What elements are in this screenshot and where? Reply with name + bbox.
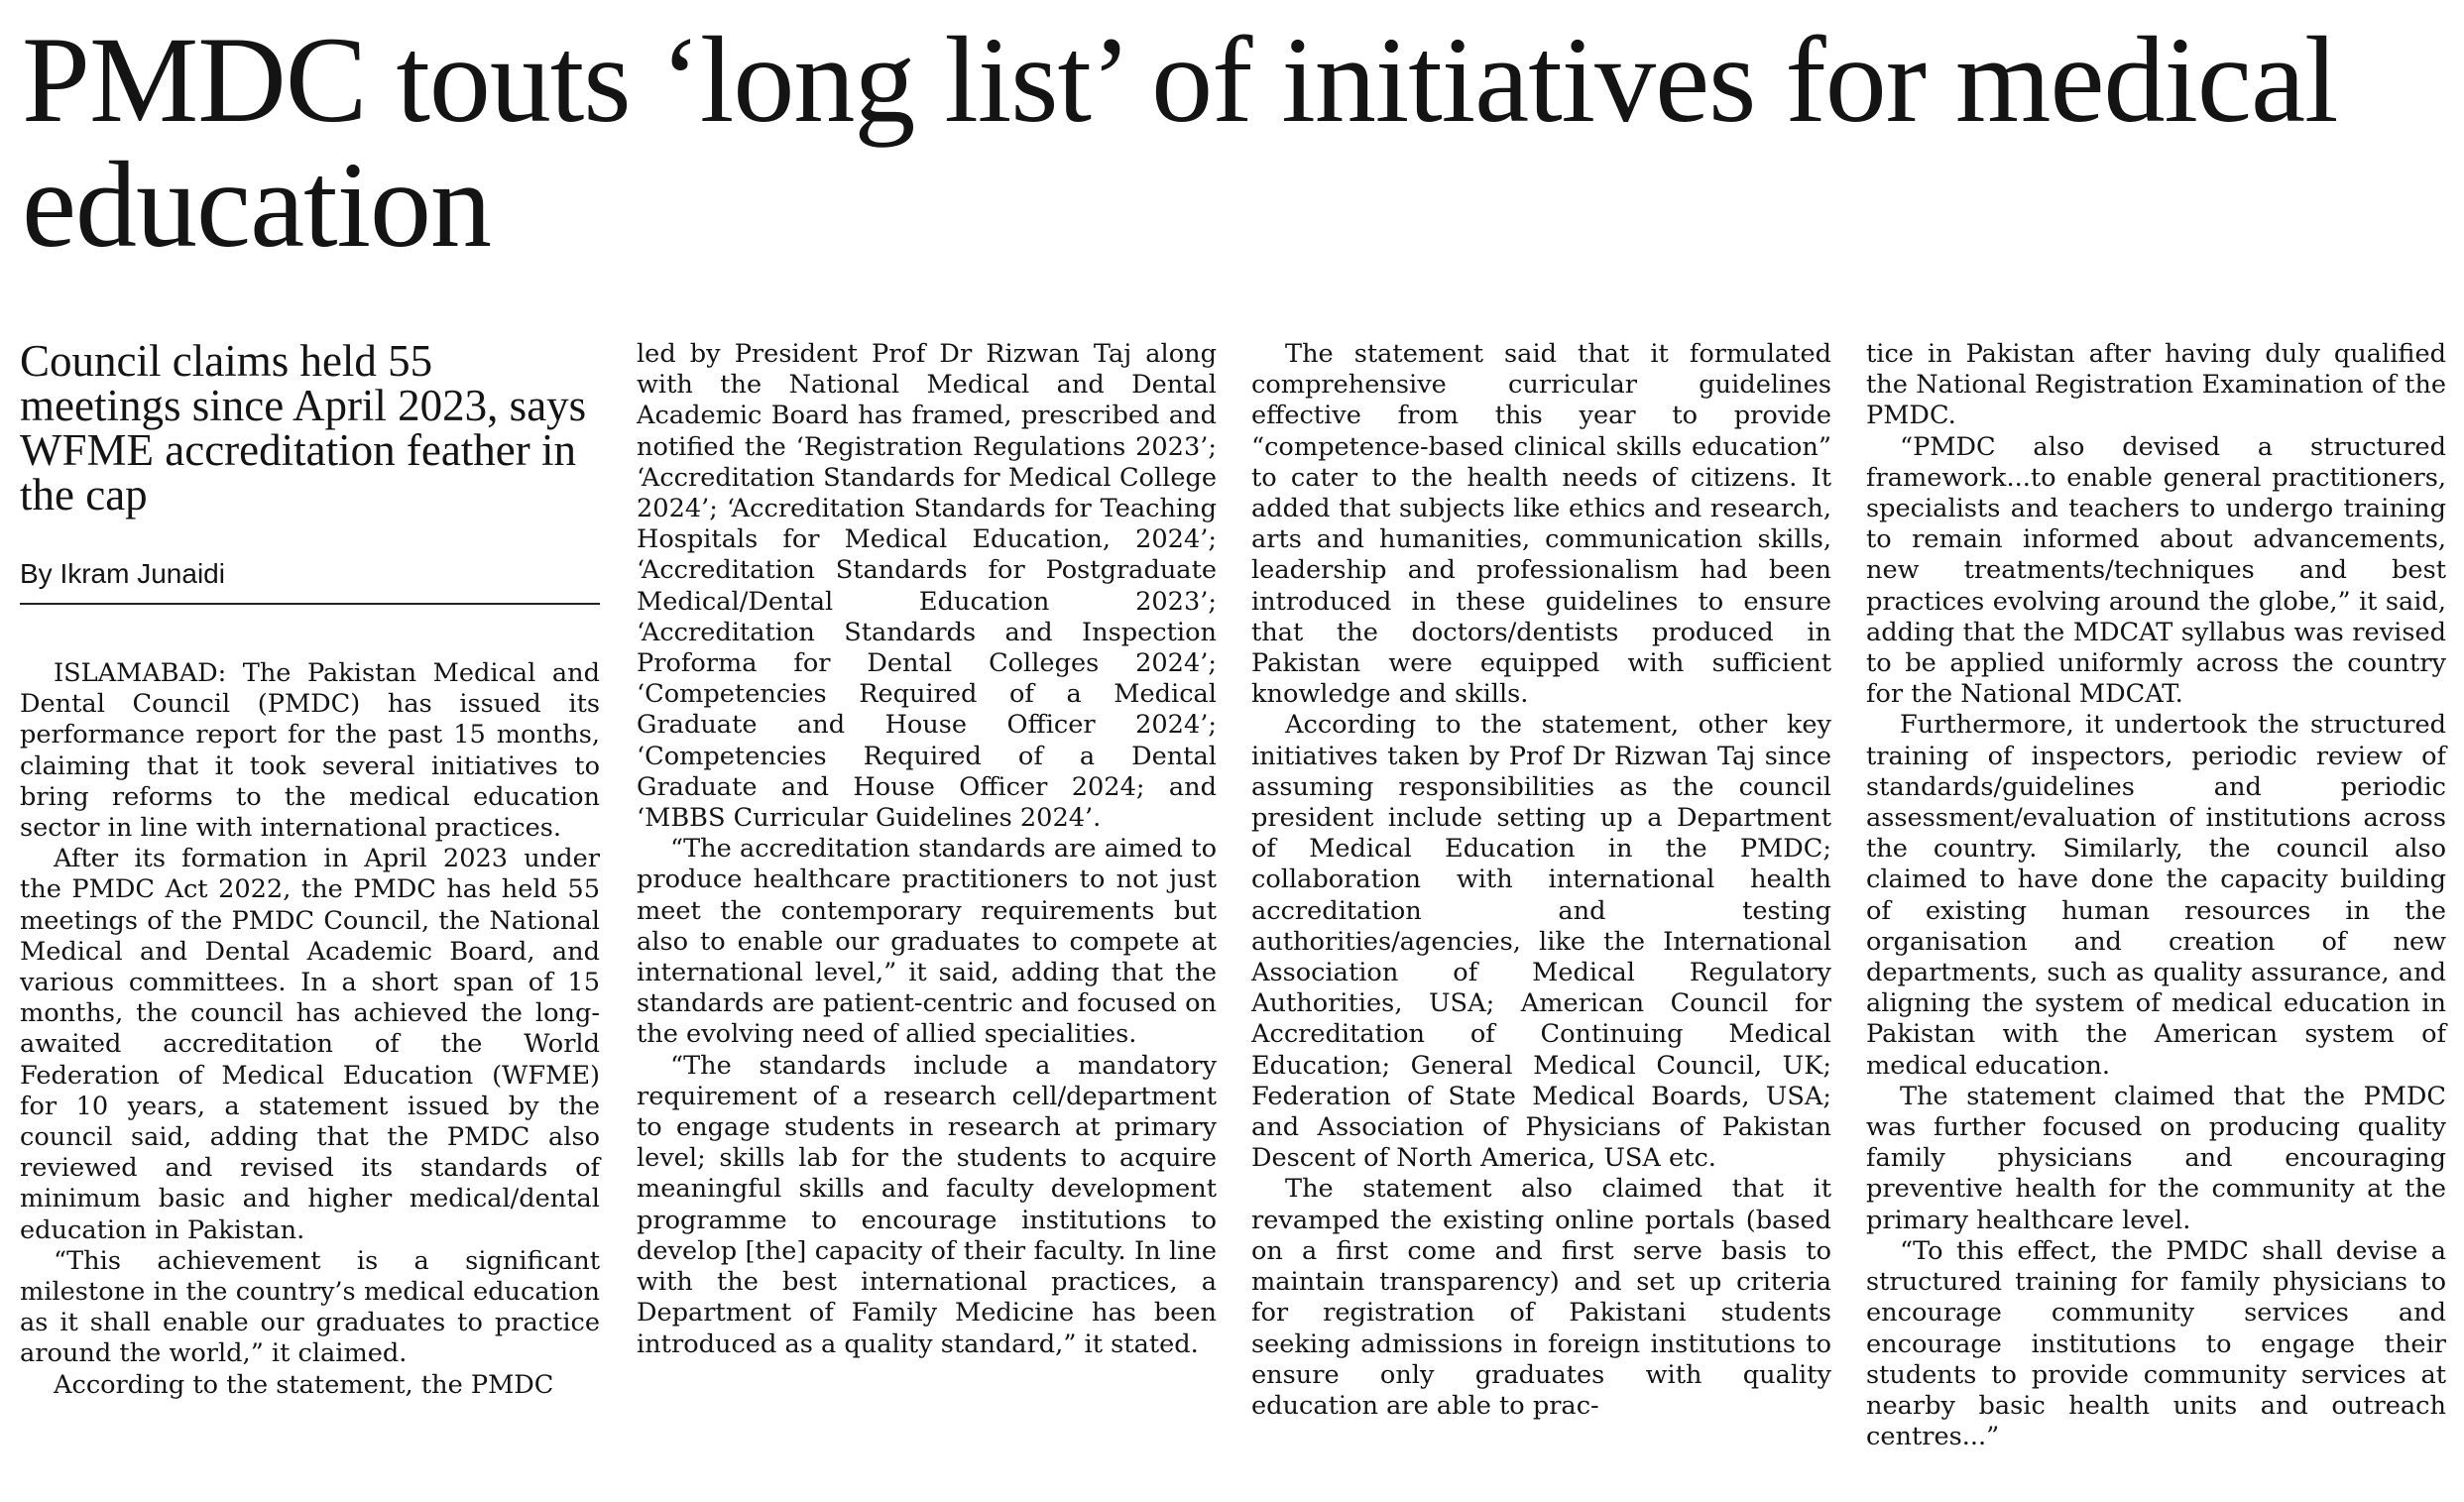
paragraph: According to the statement, other key initiatives taken by Prof Dr Rizwan Taj since assuming responsibilities as the council president include setting up a Department of Medical Education in the PMDC; collaboration with international health accreditation and testing authorities/agencies, like the International Association of Medical Regulatory Authorities, USA; American Council for Accreditation of Continuing Medical Education; General Medical Council, UK; Federation of State Medical Boards, USA; and Association of Physicians of Pakistan Descent of North America, USA etc. <box>1251 710 1831 1174</box>
article-column-4 <box>1866 339 2446 1452</box>
paragraph: The statement also claimed that it revamped the existing online portals (based on a first come and first serve basis to maintain transparency) and set up criteria for registration of Pakistani students seeking admissions in foreign institutions to ensure only graduates with quality education are able to prac- <box>1251 1174 1831 1421</box>
paragraph: According to the statement, the PMDC <box>54 1369 554 1400</box>
article-column-3 <box>1251 339 1831 1422</box>
paragraph: The statement said that it formulated comprehensive curricular guidelines effective from this year to provide “competence-based clinical skills education” to cater to the health needs of citizens. It added that subjects like ethics and research, arts and humanities, communication skills, leadership and professionalism had been introduced in these guidelines to ensure that the doctors/dentists produced in Pakistan were equipped with sufficient knowledge and skills. <box>1251 339 1831 710</box>
article-column-1 <box>20 336 600 1401</box>
paragraph: “The standards include a mandatory requirement of a research cell/department to engage students in research at primary level; skills lab for the students to acquire meaningful skills and faculty development programme to encourage institutions to develop [the] capacity of their faculty. In line with the best international practices, a Department of Family Medicine has been introduced as a quality standard,” it stated. <box>637 1050 1217 1359</box>
paragraph: “The accreditation standards are aimed to produce healthcare practitioners to not just meet the contemporary requirements but also to enable our graduates to compete at international level,” it said, adding that the standards are patient-centric and focused on the evolving need of allied specialities. <box>637 834 1217 1050</box>
article-column-2 <box>637 339 1217 1360</box>
paragraph: tice in Pakistan after having duly qualified the National Registration Examination of the PMDC. <box>1866 339 2446 431</box>
paragraph: After its formation in April 2023 under the PMDC Act 2022, the PMDC has held 55 meetings of the PMDC Council, the National Medical and Dental Academic Board, and various committees. In a short span of 15 months, the council has achieved the long-awaited accreditation of the World Federation of Medical Education (WFME) for 10 years, a statement issued by the council said, adding that the PMDC also reviewed and revised its standards of minimum basic and higher medical/dental education in Pakistan. <box>20 844 600 1245</box>
paragraph: “This achievement is a significant milestone in the country’s medical education as it shall enable our graduates to practice around the world,” it claimed. <box>20 1245 600 1369</box>
paragraph: Furthermore, it undertook the structured training of inspectors, periodic review of standards/guidelines and periodic assessment/evaluation of institutions across the country. Similarly, the council also claimed to have done the capacity building of existing human resources in the organisation and creation of new departments, such as quality assurance, and aligning the system of medical education in Pakistan with the American system of medical education. <box>1866 710 2446 1081</box>
paragraph: ISLAMABAD: The Pakistan Medical and Dental Council (PMDC) has issued its performance report for the past 15 months, claiming that it took several initiatives to bring reforms to the medical education sector in line with international practices. <box>20 658 600 844</box>
paragraph: “To this effect, the PMDC shall devise a structured training for family physicians to encourage community services and encourage institutions to engage their students to provide community services at nearby basic health units and outreach centres...” <box>1866 1235 2446 1452</box>
headline: PMDC touts ‘long list’ of initiatives for medical education <box>22 12 2338 273</box>
paragraph: “PMDC also devised a structured framework...to enable general practitioners, specialists and teachers to undergo training to remain informed about advancements, new treatments/techniques and best practices evolving around the globe,” it said, adding that the MDCAT syllabus was revised to be applied uniformly across the country for the National MDCAT. <box>1866 431 2446 710</box>
paragraph: led by President Prof Dr Rizwan Taj along with the National Medical and Dental Academic Board has framed, prescribed and notified the ‘Registration Regulations 2023’; ‘Accreditation Standards for Medical College 2024’; ‘Accreditation Standards for Teaching Hospitals for Medical Education, 2024’; ‘Accreditation Standards for Postgraduate Medical/Dental Education 2023’; ‘Accreditation Standards and Inspection Proforma for Dental Colleges 2024’; ‘Competencies Required of a Medical Graduate and House Officer 2024’; ‘Competencies Required of a Dental Graduate and House Officer 2024; and ‘MBBS Curricular Guidelines 2024’. <box>637 339 1217 834</box>
paragraph: The statement claimed that the PMDC was further focused on producing quality family physicians and encouraging preventive health for the community at the primary healthcare level. <box>1866 1081 2446 1235</box>
deck-subheadline: Council claims held 55 meetings since April 2023, says WFME accreditation feather in the cap <box>20 336 587 520</box>
byline: By Ikram Junaidi <box>20 557 600 605</box>
column-1-body <box>20 658 600 1401</box>
